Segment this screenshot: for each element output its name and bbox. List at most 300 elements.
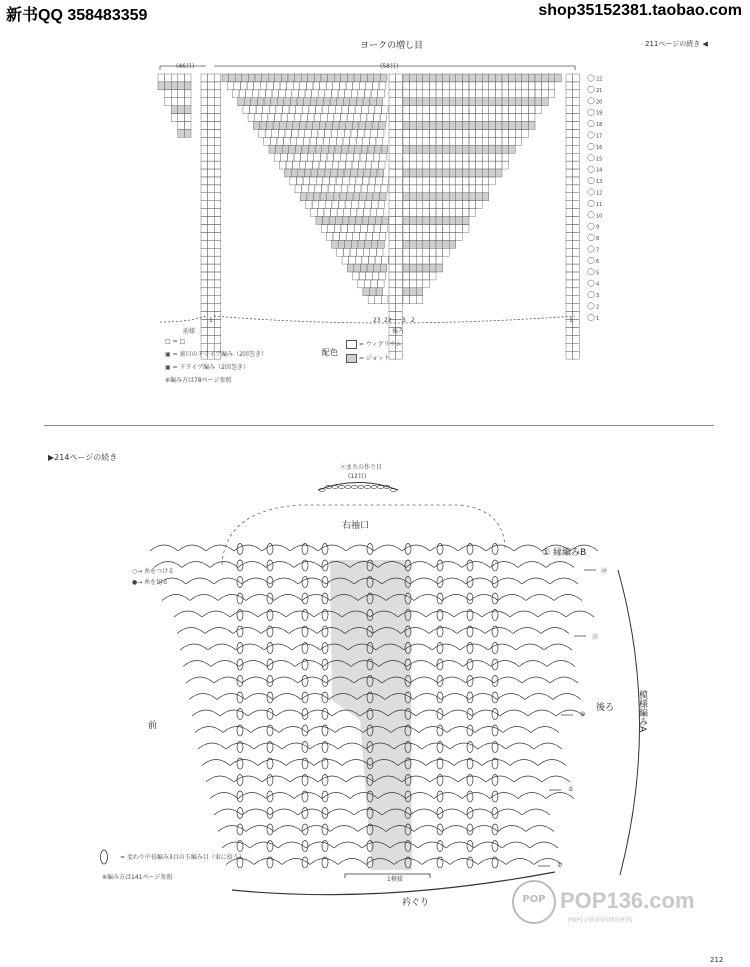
mesh-arc [491, 661, 519, 667]
mesh-arc [274, 595, 302, 601]
mesh-arc [195, 727, 223, 733]
puff-stitch [467, 791, 473, 802]
grid-cell [482, 169, 489, 177]
grid-cell [263, 106, 270, 114]
grid-cell [375, 296, 382, 304]
header-qq-text: 新书QQ 358483359 [6, 7, 148, 24]
grid-cell [443, 153, 450, 161]
grid-cell [566, 224, 573, 232]
grid-cell [449, 201, 456, 209]
grid-cell [297, 137, 304, 145]
mesh-arc [546, 793, 574, 799]
grid-cell [573, 320, 580, 328]
grid-cell [566, 106, 573, 114]
grid-cell [298, 90, 305, 98]
grid-cell [288, 74, 295, 82]
mesh-arc [498, 826, 526, 832]
mesh-arc [250, 842, 278, 848]
grid-cell [366, 82, 373, 90]
grid-cell [436, 193, 443, 201]
grid-cell [201, 185, 208, 193]
grid-cell [410, 256, 417, 264]
grid-cell [416, 114, 423, 122]
grid-cell [396, 248, 403, 256]
grid-cell [370, 98, 377, 106]
grid-cell [363, 98, 370, 106]
row-number-text: 6 [596, 258, 600, 265]
grid-cell [281, 153, 288, 161]
mesh-arc [553, 694, 581, 700]
grid-cell [248, 114, 255, 122]
legend-text: = ドライブ編み（2回巻き） [172, 364, 249, 371]
grid-cell [462, 193, 469, 201]
grid-cell [341, 74, 348, 82]
grid-cell [201, 327, 208, 335]
grid-cell [214, 312, 221, 320]
grid-cell [509, 74, 516, 82]
color-legend-items [346, 339, 401, 363]
row-number-circle [588, 189, 594, 195]
grid-cell [345, 240, 352, 248]
row-number-text: 22 [596, 76, 603, 83]
color-item-1 [346, 339, 401, 349]
mesh-arc [490, 562, 518, 568]
grid-cell [342, 256, 349, 264]
grid-cell [429, 74, 436, 82]
grid-cell [443, 82, 450, 90]
mesh-arc [290, 545, 318, 551]
mesh-arc [338, 743, 366, 749]
grid-cell [301, 153, 308, 161]
grid-cell [313, 193, 320, 201]
mesh-arc [430, 776, 458, 782]
grid-cell [334, 224, 341, 232]
grid-cell [373, 114, 380, 122]
grid-cell [361, 185, 368, 193]
grid-cell [443, 129, 450, 137]
grid-cell [573, 327, 580, 335]
grid-cell [502, 98, 509, 106]
mesh-arc [198, 743, 226, 749]
grid-cell [334, 74, 341, 82]
grid-cell [573, 343, 580, 351]
yoke-chart-title: ヨークの増し目 [360, 41, 424, 51]
grid-cell [342, 106, 349, 114]
puff-stitch [267, 775, 273, 786]
grid-cell [449, 209, 456, 217]
grid-cell [260, 122, 267, 130]
grid-cell [443, 240, 450, 248]
grid-cell [376, 248, 383, 256]
row-number-text: 12 [596, 190, 603, 197]
grid-cell [396, 74, 403, 82]
grid-cell [346, 232, 353, 240]
front-bottom-label: 前様 [183, 328, 196, 335]
mesh-arc [258, 760, 286, 766]
grid-cell [449, 114, 456, 122]
puff-stitch [322, 709, 328, 720]
grid-cell [476, 201, 483, 209]
grid-cell [389, 122, 396, 130]
grid-cell [336, 177, 343, 185]
grid-cell [313, 122, 320, 130]
row-number-text: 21 [596, 87, 603, 94]
grid-cell [449, 90, 456, 98]
grid-cell [469, 98, 476, 106]
grid-cell [429, 82, 436, 90]
grid-cell [377, 169, 384, 177]
grid-cell [456, 217, 463, 225]
grid-cell [369, 177, 376, 185]
mesh-arc [406, 562, 434, 568]
grid-cell [509, 90, 516, 98]
grid-cell [509, 137, 516, 145]
puff-stitch [322, 626, 328, 637]
grid-cell [345, 90, 352, 98]
grid-cell [495, 145, 502, 153]
grid-cell [279, 90, 286, 98]
grid-cell [331, 209, 338, 217]
grid-cell [214, 98, 221, 106]
mesh-arc [506, 743, 534, 749]
grid-cell [259, 129, 266, 137]
grid-cell [489, 145, 496, 153]
grid-cell [277, 137, 284, 145]
grid-cell [449, 106, 456, 114]
grid-cell [456, 153, 463, 161]
grid-cell [290, 98, 297, 106]
grid-cell [306, 161, 313, 169]
grid-cell [234, 82, 241, 90]
grid-cell [416, 232, 423, 240]
mesh-arc [208, 644, 236, 650]
grid-cell [165, 98, 172, 106]
grid-cell [290, 177, 297, 185]
grid-cell [282, 106, 289, 114]
grid-cell [566, 343, 573, 351]
grid-cell [469, 193, 476, 201]
grid-cell [321, 74, 328, 82]
row-number-text: 13 [596, 179, 603, 186]
grid-cell [509, 82, 516, 90]
grid-cell [178, 98, 185, 106]
grid-cell [322, 106, 329, 114]
grid-cell [334, 153, 341, 161]
grid-cell [340, 193, 347, 201]
grid-cell [178, 82, 185, 90]
grid-cell [416, 129, 423, 137]
grid-cell [351, 169, 358, 177]
grid-cell [389, 209, 396, 217]
grid-cell [320, 153, 327, 161]
grid-cell [307, 114, 314, 122]
mesh-arc [286, 611, 314, 617]
grid-cell [489, 106, 496, 114]
mesh-arc [530, 842, 558, 848]
grid-cell [214, 74, 221, 82]
grid-cell [423, 177, 430, 185]
grid-cell [367, 224, 374, 232]
grid-cell [309, 106, 316, 114]
grid-cell [469, 82, 476, 90]
mesh-arc [266, 793, 294, 799]
mesh-arc [270, 578, 298, 584]
mesh-arc [182, 562, 210, 568]
mesh-arc [541, 628, 569, 634]
grid-cell [389, 90, 396, 98]
grid-cell [410, 82, 417, 90]
puff-stitch [467, 808, 473, 819]
grid-cell [462, 169, 469, 177]
grid-cell [410, 240, 417, 248]
grid-cell [436, 98, 443, 106]
grid-cell [165, 90, 172, 98]
grid-cell [573, 304, 580, 312]
grid-cell [423, 272, 430, 280]
row-number-text: 5 [596, 270, 600, 277]
puff-stitch [437, 791, 443, 802]
grid-cell [403, 224, 410, 232]
grid-cell [396, 304, 403, 312]
grid-cell [403, 201, 410, 209]
grid-cell [389, 106, 396, 114]
grid-cell [343, 177, 350, 185]
mesh-arc [402, 545, 430, 551]
mesh-arc [434, 793, 462, 799]
grid-cell [171, 98, 178, 106]
mesh-arc [510, 611, 538, 617]
grid-cell [436, 217, 443, 225]
legend-symbol: ▣ [165, 351, 171, 358]
mesh-arc [441, 694, 469, 700]
grid-cell [456, 185, 463, 193]
grid-cell [362, 256, 369, 264]
grid-cell [338, 240, 345, 248]
mesh-arc [214, 677, 242, 683]
row-marker: ① [557, 862, 563, 869]
grid-cell [449, 240, 456, 248]
grid-cell [251, 98, 258, 106]
grid-cell [321, 114, 328, 122]
grid-cell [214, 145, 221, 153]
grid-cell [346, 122, 353, 130]
grid-cell [201, 272, 208, 280]
grid-cell [370, 169, 377, 177]
grid-cell [315, 185, 322, 193]
row-marker: ⑳ [601, 568, 608, 575]
grid-cell [429, 185, 436, 193]
watermark-sub: POP(全球)时尚网络机构 [568, 917, 633, 924]
grid-cell [320, 82, 327, 90]
grid-cell [184, 122, 191, 130]
grid-cell [482, 82, 489, 90]
grid-cell [449, 74, 456, 82]
grid-cell [364, 169, 371, 177]
grid-cell [429, 153, 436, 161]
chain-stitch [352, 485, 358, 488]
grid-cell [375, 217, 382, 225]
grid-cell [502, 153, 509, 161]
mesh-arc [292, 644, 320, 650]
grid-cell [359, 122, 366, 130]
puff-stitch [437, 560, 443, 571]
grid-cell [378, 201, 385, 209]
grid-cell [566, 256, 573, 264]
grid-cell [469, 177, 476, 185]
mesh-arc [416, 710, 444, 716]
grid-cell [201, 122, 208, 130]
grid-cell [396, 90, 403, 98]
grid-cell [416, 256, 423, 264]
mesh-arc [462, 562, 490, 568]
grid-cell [495, 82, 502, 90]
grid-cell [336, 137, 343, 145]
grid-cell [573, 98, 580, 106]
grid-cell [436, 137, 443, 145]
row-number-circle [588, 177, 594, 183]
grid-cell [535, 82, 542, 90]
grid-cell [416, 90, 423, 98]
grid-cell [184, 74, 191, 82]
grid-cell [369, 137, 376, 145]
grid-cell [344, 169, 351, 177]
grid-cell [340, 114, 347, 122]
grid-cell [300, 82, 307, 90]
stitch-legend: = 変わり中長編み3目の玉編み目（束に拾う） [120, 854, 245, 861]
grid-cell [355, 106, 362, 114]
mesh-arc [522, 677, 550, 683]
grid-cell [443, 209, 450, 217]
grid-cell [423, 82, 430, 90]
grid-cell [396, 122, 403, 130]
grid-cell [566, 272, 573, 280]
grid-cell [495, 153, 502, 161]
grid-cell [436, 185, 443, 193]
grid-cell [443, 137, 450, 145]
row-number-circle [588, 303, 594, 309]
bottom-number: 1 [209, 317, 213, 324]
grid-cell [360, 193, 367, 201]
grid-cell [396, 264, 403, 272]
grid-cell [208, 288, 215, 296]
pattern-a-label: 模様編みA [637, 690, 647, 733]
grid-cell [416, 201, 423, 209]
mesh-arc [186, 677, 214, 683]
grid-cell [285, 169, 292, 177]
grid-cell [509, 106, 516, 114]
grid-cell [462, 224, 469, 232]
grid-cell [379, 232, 386, 240]
mesh-arc [307, 727, 335, 733]
grid-cell [456, 114, 463, 122]
grid-cell [403, 153, 410, 161]
legend-text: = 裏目のドライブ編み（2回巻き） [172, 351, 267, 358]
grid-cell [178, 122, 185, 130]
grid-cell [449, 185, 456, 193]
grid-cell [294, 114, 301, 122]
grid-cell [515, 90, 522, 98]
puff-stitch [267, 544, 273, 555]
grid-cell [339, 161, 346, 169]
grid-cell [376, 288, 383, 296]
grid-cell [423, 169, 430, 177]
grid-cell [396, 280, 403, 288]
mesh-arc [190, 595, 218, 601]
grid-cell [310, 177, 317, 185]
color-legend-label: 配色 [322, 348, 338, 357]
grid-cell [374, 185, 381, 193]
grid-cell [573, 177, 580, 185]
grid-cell [416, 161, 423, 169]
row-marker: ⑤ [568, 786, 574, 793]
mesh-arc [202, 760, 230, 766]
grid-cell [403, 98, 410, 106]
grid-cell [178, 114, 185, 122]
grid-cell [324, 169, 331, 177]
grid-cell [389, 153, 396, 161]
grid-cell [462, 90, 469, 98]
grid-cell [410, 129, 417, 137]
grid-cell [436, 224, 443, 232]
grid-cell [566, 161, 573, 169]
grid-cell [279, 161, 286, 169]
mesh-arc [434, 562, 462, 568]
grid-cell [269, 145, 276, 153]
grid-cell [423, 185, 430, 193]
mesh-arc [485, 628, 513, 634]
mesh-arc [446, 842, 474, 848]
grid-cell [208, 122, 215, 130]
row-number-circle [588, 120, 594, 126]
puff-stitch [267, 841, 273, 852]
grid-cell [214, 161, 221, 169]
mesh-arc [497, 694, 525, 700]
grid-cell [489, 74, 496, 82]
mesh-arc [438, 677, 466, 683]
grid-cell [573, 232, 580, 240]
grid-cell [416, 296, 423, 304]
grid-cell [178, 74, 185, 82]
grid-cell [378, 240, 385, 248]
grid-cell [410, 280, 417, 288]
sleeve-chart [0, 430, 750, 930]
grid-cell [403, 90, 410, 98]
grid-cell [502, 137, 509, 145]
grid-cell [389, 129, 396, 137]
grid-cell [376, 177, 383, 185]
grid-cell [403, 288, 410, 296]
grid-cell [456, 137, 463, 145]
grid-cell [410, 272, 417, 280]
grid-cell [350, 98, 357, 106]
grid-cell [528, 122, 535, 130]
grid-cell [319, 201, 326, 209]
grid-cell [214, 201, 221, 209]
bottom-number: 1 [569, 317, 573, 324]
row-number-circle [588, 314, 594, 320]
mesh-arc [301, 694, 329, 700]
grid-cell [436, 114, 443, 122]
puff-stitch [492, 659, 498, 670]
mesh-arc [246, 826, 274, 832]
grid-cell [403, 232, 410, 240]
grid-cell [171, 114, 178, 122]
grid-cell [566, 288, 573, 296]
grid-cell [284, 137, 291, 145]
grid-cell [482, 185, 489, 193]
grid-cell [469, 122, 476, 130]
grid-cell [469, 90, 476, 98]
